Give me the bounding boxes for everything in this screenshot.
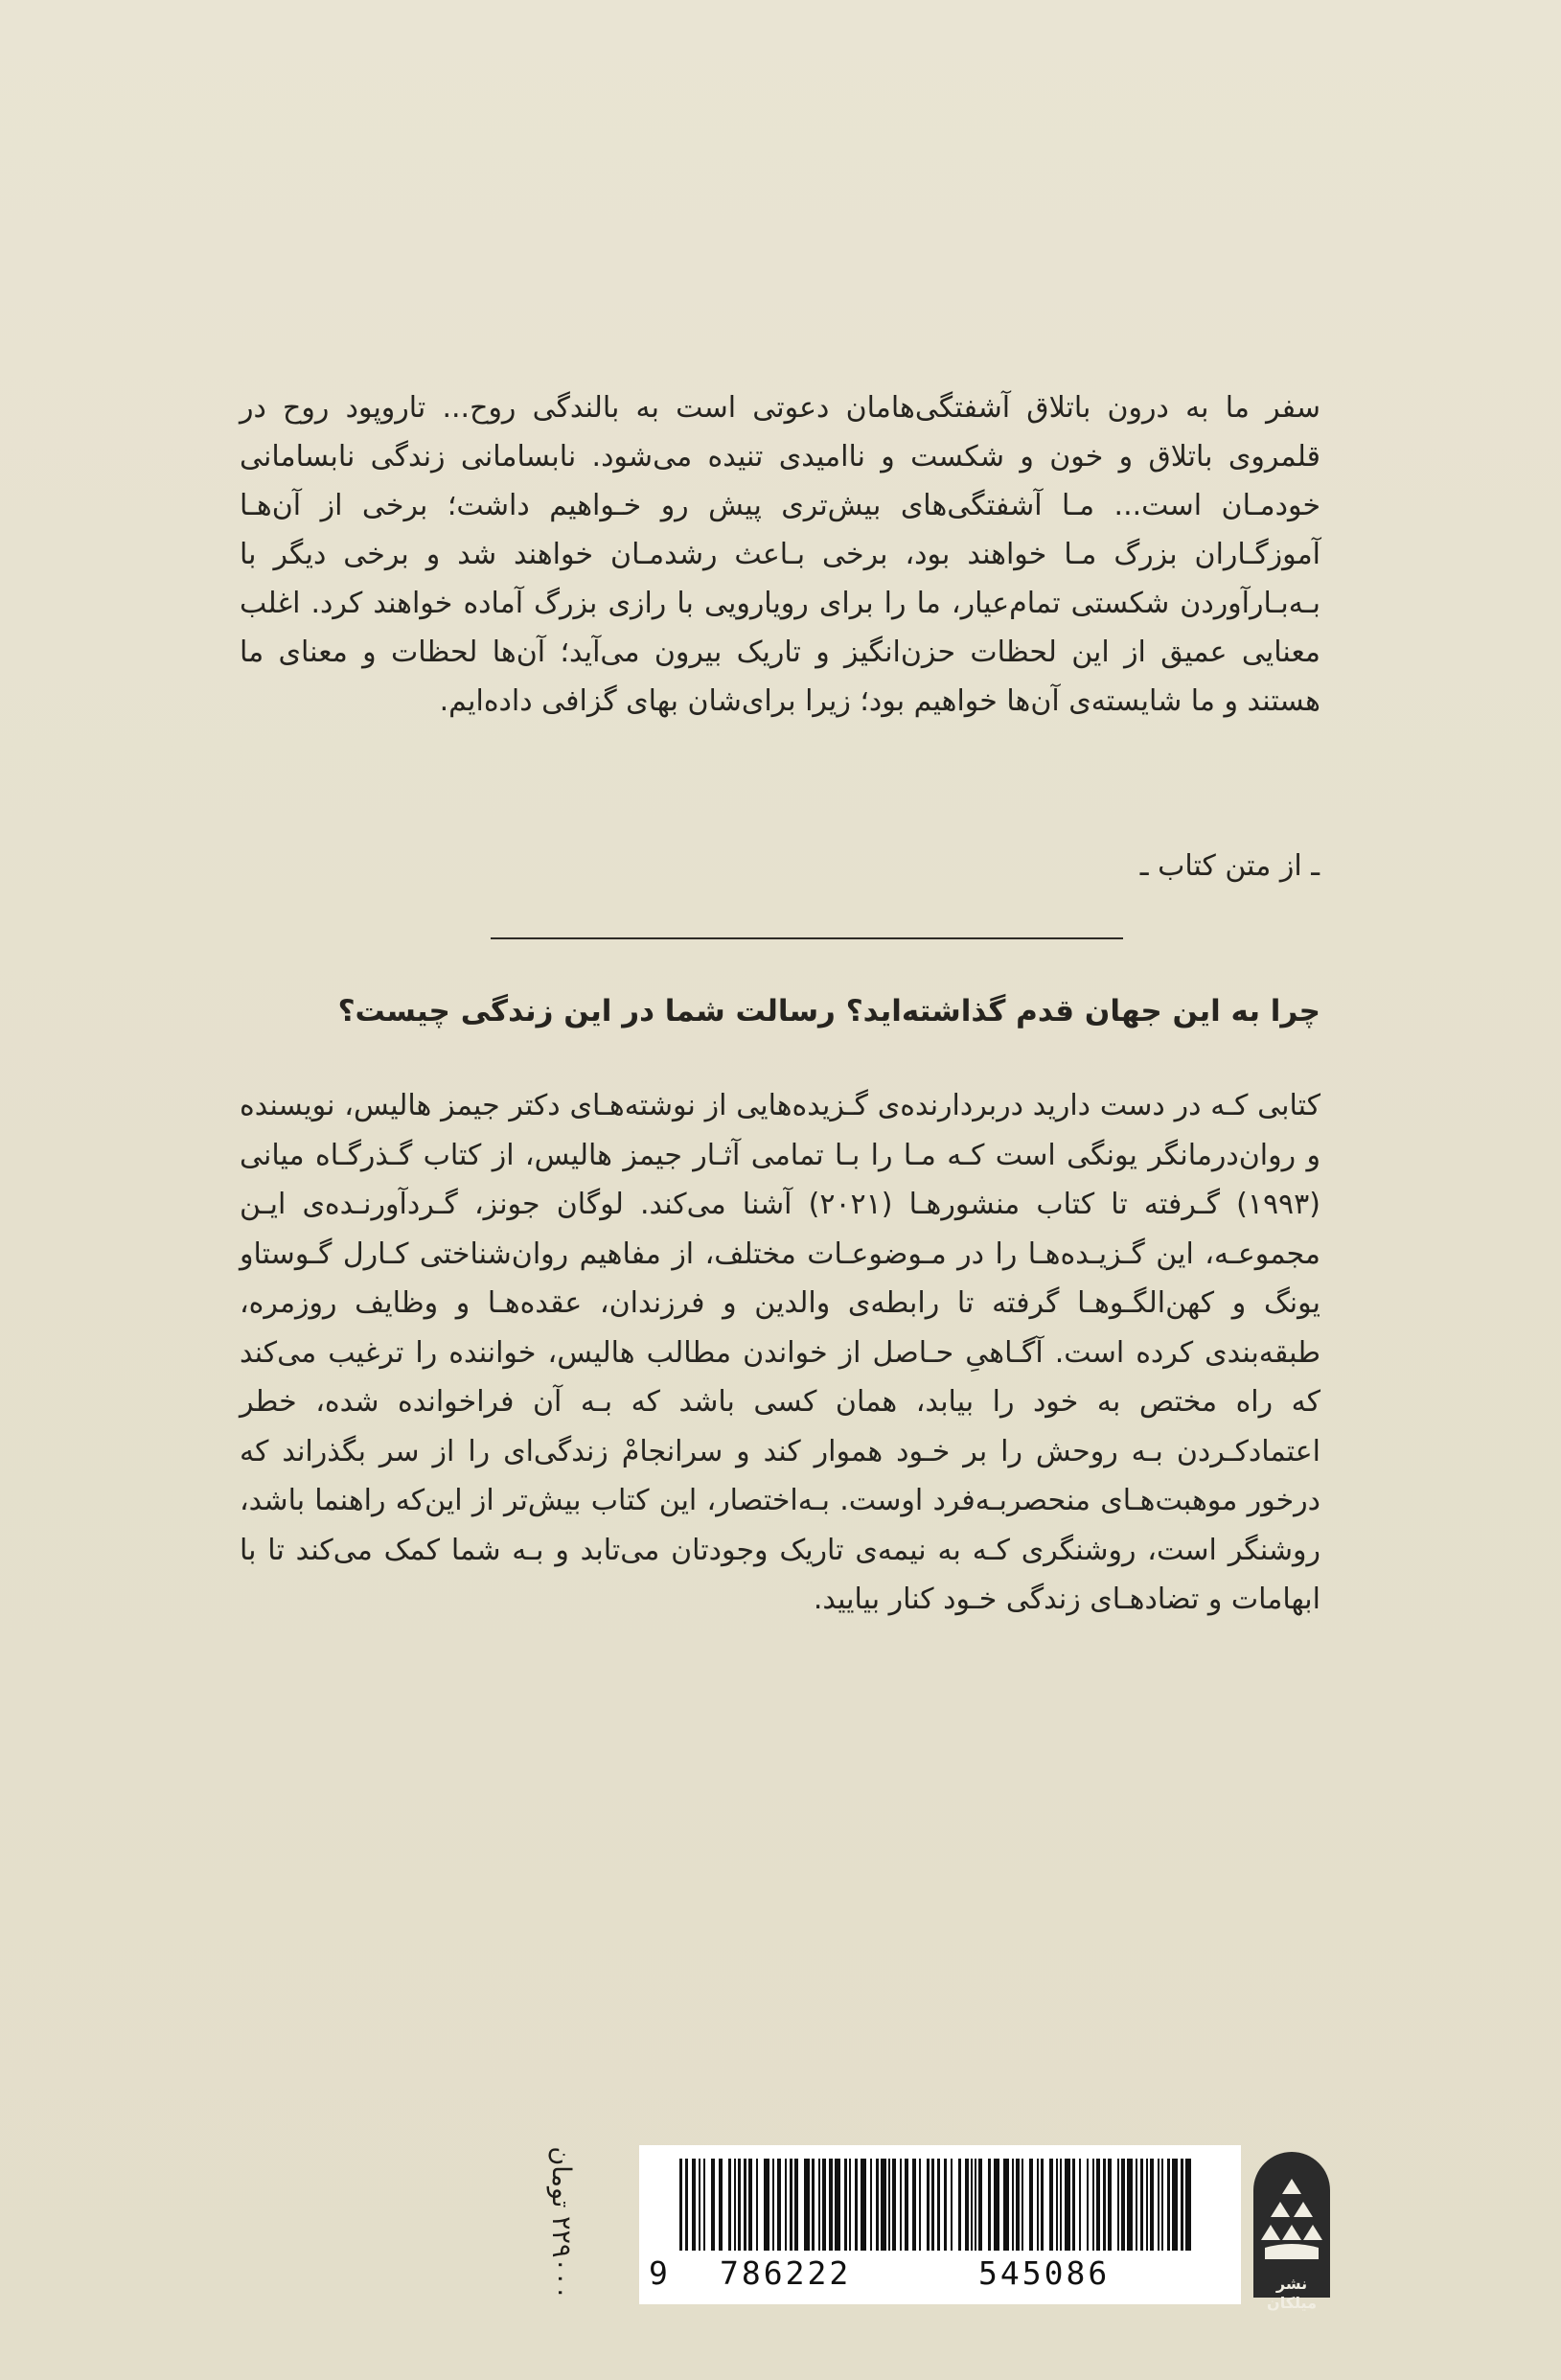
barcode-bar: [1172, 2159, 1178, 2251]
barcode-bar: [1150, 2159, 1154, 2251]
barcode-bar: [927, 2159, 930, 2251]
barcode-bar: [861, 2159, 866, 2251]
barcode-bar: [818, 2159, 820, 2251]
barcode-bar: [738, 2159, 741, 2251]
barcode-bar: [1161, 2159, 1163, 2251]
excerpt-quote: سفر ما به درون باتلاق آشفتگی‌ها‌مان دعوتی است به بالندگی روح... تاروپود روح در قلمروی باتلاق و خون و شکست و ناامیدی تنیده می‌شود. نابسامانی زندگی نابسامانی خودمـان است... مـا آشفتگی‌های بیش‌تری پیش رو خـواهیم داشت؛ برخی از آن‌هـا آموزگـاران بزرگ مـا خواهند بود، برخی بـاعث رشدمـان خواهند شد و برخی دیگر با بـه‌بـارآوردن شکستی تمام‌عیار، ما را برای رویارویی با رازی بزرگ آماده خواهند کرد. اغلب معنایی عمیق از این لحظات حزن‌انگیز و تاریک بیرون می‌آید؛ آن‌ها لحظات و معنای ما هستند و ما شایسته‌ی آن‌ها خواهیم بود؛ زیرا برای‌شان بهای گزافی داده‌ایم.: [240, 391, 1320, 718]
barcode-bar: [888, 2159, 890, 2251]
blurb-heading: چرا به این جهان قدم گذاشته‌اید؟ رسالت شما در این زندگی چیست؟: [337, 994, 1320, 1028]
isbn-group-right: 545086: [978, 2254, 1111, 2292]
barcode-bar: [876, 2159, 879, 2251]
barcode-bar: [978, 2159, 982, 2251]
barcode-bar: [1072, 2159, 1075, 2251]
barcode-bar: [835, 2159, 840, 2251]
barcode-bar: [1185, 2159, 1191, 2251]
barcode-bar: [1037, 2159, 1039, 2251]
barcode-bar: [1092, 2159, 1094, 2251]
barcode-bar: [1012, 2159, 1014, 2251]
barcode-bar: [1065, 2159, 1070, 2251]
barcode-bar: [944, 2159, 947, 2251]
barcode-bar: [937, 2159, 940, 2251]
barcode-bar: [1079, 2159, 1081, 2251]
barcode-bar: [1121, 2159, 1125, 2251]
isbn-group-left: 786222: [720, 2254, 852, 2292]
barcode-bar: [1146, 2159, 1148, 2251]
barcode-bar: [744, 2159, 746, 2251]
barcode-bar: [855, 2159, 858, 2251]
barcode-bar: [734, 2159, 736, 2251]
barcode-bar: [1029, 2159, 1033, 2251]
barcode-bar: [958, 2159, 961, 2251]
barcode-bar: [1003, 2159, 1009, 2251]
barcode-bar: [777, 2159, 781, 2251]
barcode-bar: [772, 2159, 774, 2251]
price-label: ۲۲۹۰۰۰ تومان: [546, 2146, 576, 2299]
barcode-bar: [975, 2159, 976, 2251]
barcode-bar: [756, 2159, 758, 2251]
barcode-bar: [703, 2159, 705, 2251]
barcode-bar: [900, 2159, 902, 2251]
barcode-bar: [719, 2159, 723, 2251]
barcode-bar: [965, 2159, 969, 2251]
isbn-prefix: 9: [649, 2254, 668, 2292]
barcode-bar: [849, 2159, 851, 2251]
barcode-bar: [692, 2159, 696, 2251]
barcode-bar: [822, 2159, 826, 2251]
barcode-bar: [919, 2159, 921, 2251]
barcode-bars: [679, 2159, 1201, 2251]
publisher-badge: [1253, 2152, 1330, 2312]
barcode-bar: [870, 2159, 872, 2251]
barcode-bar: [1117, 2159, 1119, 2251]
barcode-bar: [679, 2159, 682, 2251]
barcode-bar: [1136, 2159, 1137, 2251]
barcode-bar: [804, 2159, 810, 2251]
barcode-bar: [829, 2159, 833, 2251]
barcode-bar: [1041, 2159, 1044, 2251]
barcode-bar: [1167, 2159, 1170, 2251]
barcode-bar: [988, 2159, 991, 2251]
blurb-body: کتابی کـه در دست دارید دربردارنده‌ی گـزیده‌هایی از نوشته‌هـای دکتر جیمز هالیس، نویسنده و روان‌درمانگر یونگی است کـه مـا را بـا تمامی آثـار جیمز هالیس، از کتاب گـذرگـاه میانی (۱۹۹۳) گـرفته تا کتاب منشورهـا (۲۰۲۱) آشنا می‌کند. لوگان جونز، گـردآورنـده‌ی ایـن مجموعـه، این گـزیـده‌هـا را در مـوضوعـات مختلف، از مفاهیم روان‌شناختی کـارل گـوستاو یونگ و کهن‌الگـوهـا گرفته تا رابطه‌ی والدین و فرزندان، عقده‌هـا و وظایف روزمره، طبقه‌بندی کرده است. آگـاهیِ حـاصل از خواندن مطالب هالیس، خواننده را ترغیب می‌کند که راه مختص به خود را بیابد، همان کسی باشد که بـه آن فراخوانده شده، خطر اعتمادکـردن بـه روحش را بر خـود هموار کند و سرانجامْ زندگی‌ای را از سر بگذراند که درخور موهبت‌هـای منحصربـه‌فرد اوست. بـه‌اختصار، این کتاب بیش‌تر از این‌که راهنما باشد، روشنگر است، روشنگری کـه به نیمه‌ی تاریک وجودتان می‌تابد و بـه شما کمک می‌کند تا با ابهامات و تضادهـای زندگی خـود کنار بیایید.: [240, 1089, 1320, 1616]
barcode-bar: [685, 2159, 688, 2251]
barcode-bar: [790, 2159, 792, 2251]
publisher-name: نشر میلکان: [1267, 2275, 1317, 2312]
barcode-bar: [1016, 2159, 1020, 2251]
barcode-bar: [1049, 2159, 1053, 2251]
barcode-bar: [844, 2159, 847, 2251]
barcode-bar: [881, 2159, 886, 2251]
barcode-bar: [1103, 2159, 1106, 2251]
isbn-barcode: [639, 2145, 1241, 2304]
barcode-bar: [699, 2159, 700, 2251]
barcode-bar: [1096, 2159, 1100, 2251]
barcode-bar: [1056, 2159, 1058, 2251]
barcode-bar: [931, 2159, 934, 2251]
barcode-bar: [794, 2159, 798, 2251]
barcode-bar: [994, 2159, 999, 2251]
barcode-bar: [1108, 2159, 1112, 2251]
barcode-bar: [912, 2159, 916, 2251]
barcode-bar: [905, 2159, 908, 2251]
excerpt-source: ـ از متن کتاب ـ: [1139, 849, 1320, 883]
barcode-bar: [1181, 2159, 1183, 2251]
barcode-bar: [1022, 2159, 1023, 2251]
barcode-bar: [1087, 2159, 1089, 2251]
barcode-bar: [892, 2159, 896, 2251]
barcode-bar: [1140, 2159, 1143, 2251]
barcode-bar: [764, 2159, 769, 2251]
section-divider: [491, 937, 1123, 939]
barcode-bar: [1158, 2159, 1159, 2251]
barcode-bar: [785, 2159, 787, 2251]
barcode-bar: [812, 2159, 815, 2251]
mountains-logo-icon: [1261, 2173, 1322, 2269]
barcode-bar: [1127, 2159, 1133, 2251]
barcode-bar: [971, 2159, 973, 2251]
barcode-bar: [728, 2159, 731, 2251]
barcode-bar: [711, 2159, 715, 2251]
barcode-bar: [1060, 2159, 1062, 2251]
barcode-bar: [748, 2159, 752, 2251]
barcode-bar: [951, 2159, 953, 2251]
